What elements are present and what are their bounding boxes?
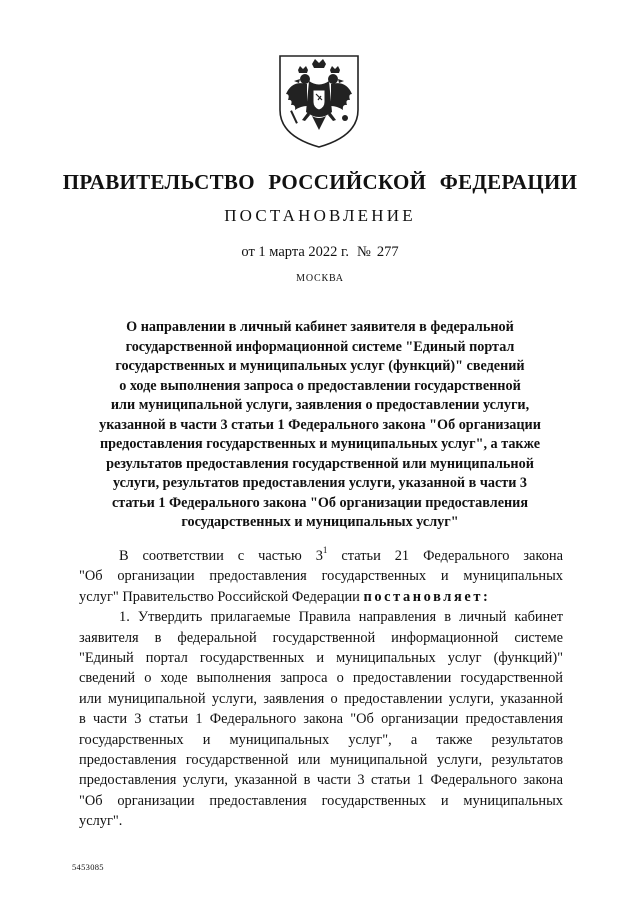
preamble-text: услуг" Правительство Российской Федерации <box>79 588 364 605</box>
heading-line: государственных и муниципальных услуг" <box>181 514 459 530</box>
heading-line: или муниципальной услуги, заявления о предоставлении услуги, <box>110 397 530 413</box>
paragraph-2-line: предоставления государственной или муниципальной услуги, результатов <box>79 751 563 768</box>
number-sign: № <box>357 244 371 260</box>
paragraph-2-line: или муниципальной услуги, заявления о предоставлении услуги, указанной <box>79 690 563 707</box>
paragraph-2 <box>79 607 563 831</box>
heading-line: государственной информационной системе "Единый портал <box>125 338 515 355</box>
heading-line: результатов предоставления государственной или муниципальной <box>106 455 534 472</box>
decree-date-line <box>0 244 640 261</box>
heading-line: статьи 1 Федерального закона "Об организации предоставления <box>111 494 529 511</box>
paragraph-2-line: 1. Утвердить прилагаемые Правила направления в личный кабинет <box>119 609 563 626</box>
heading-line: О направлении в личный кабинет заявителя в федеральной <box>126 319 514 335</box>
paragraph-2-line: предоставления услуги, указанной в части 3 статьи 1 Федерального закона <box>79 772 563 789</box>
decree-number: 277 <box>376 244 399 260</box>
paragraph-1-line <box>79 587 563 607</box>
paragraph-2-line: государственных и муниципальных услуг", а также результатов <box>79 731 563 748</box>
decree-body <box>79 546 563 831</box>
decree-date: от 1 марта 2022 г. <box>241 244 349 260</box>
preamble-text: В соответствии с частью 3 <box>119 548 323 564</box>
heading-line: предоставления государственных и муниципальных услуг", а также <box>99 436 541 452</box>
paragraph-2-line: "Единый портал государственных и муниципальных услуг (функций)" <box>79 649 563 666</box>
heading-line: о ходе выполнения запроса о предоставлении государственной <box>119 377 521 394</box>
heading-line: услуги, результатов предоставления услуги, указанной в части 3 <box>112 475 528 491</box>
document-code: 5453085 <box>72 862 104 872</box>
paragraph-2-line: в части 3 статьи 1 Федерального закона "Об организации предоставления <box>79 711 563 728</box>
government-title: ПРАВИТЕЛЬСТВО РОССИЙСКОЙ ФЕДЕРАЦИИ <box>62 170 578 194</box>
decree-word: постановляет: <box>363 588 491 605</box>
document-type: ПОСТАНОВЛЕНИЕ <box>224 206 416 225</box>
decree-heading <box>80 318 560 533</box>
city: МОСКВА <box>296 273 344 284</box>
paragraph-2-line: заявителя в федеральной государственной информационной системе <box>79 629 563 646</box>
superscript: 1 <box>322 545 328 555</box>
paragraph-2-line: услуг". <box>79 813 123 830</box>
heading-line: государственных и муниципальных услуг (функций)" сведений <box>115 358 525 374</box>
heading-line: указанной в части 3 статьи 1 Федерального закона "Об организации <box>99 416 541 433</box>
paragraph-1-line <box>79 546 563 566</box>
preamble-text: статьи 21 Федерального закона <box>327 548 563 564</box>
paragraph-2-line: "Об организации предоставления государственных и муниципальных <box>79 792 563 809</box>
russian-coat-of-arms-icon <box>274 50 364 150</box>
paragraph-2-line: сведений о ходе выполнения запроса о предоставлении государственной <box>79 670 563 687</box>
paragraph-1-line: "Об организации предоставления государственных и муниципальных <box>79 568 563 585</box>
